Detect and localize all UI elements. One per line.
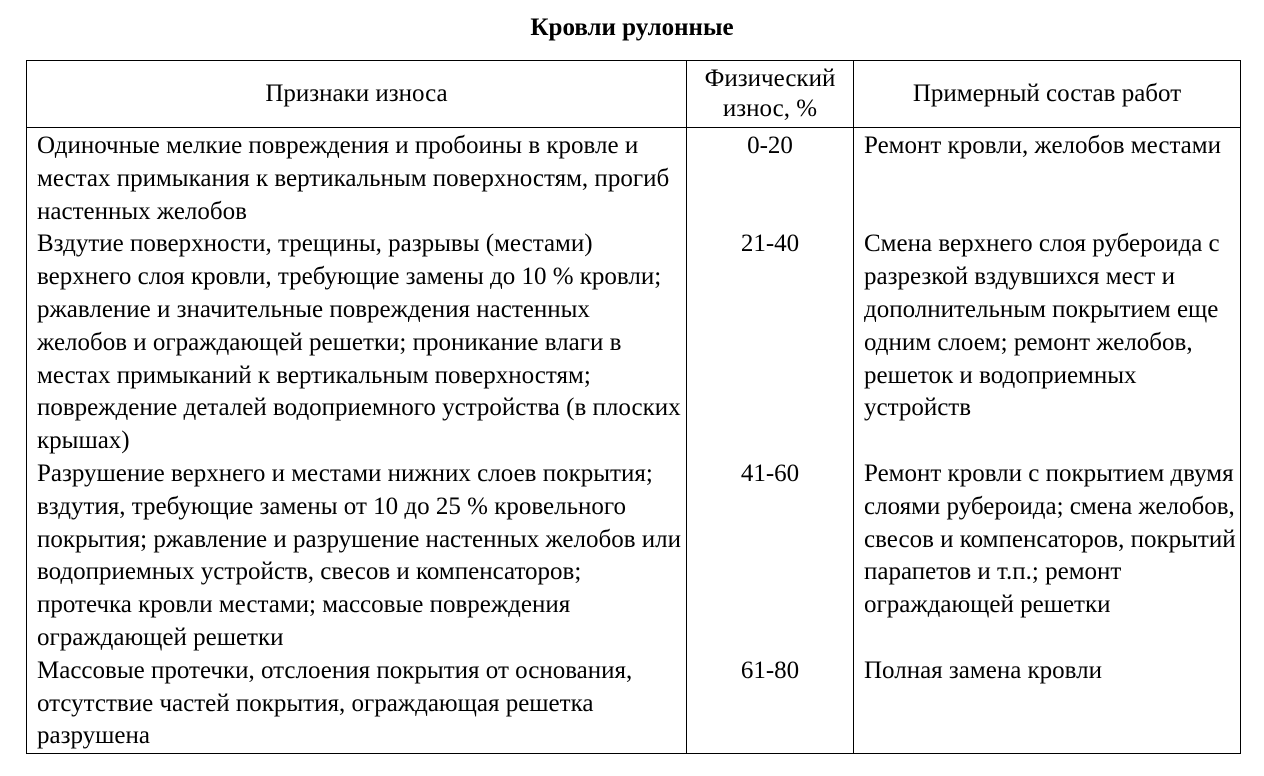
header-wear-line2: износ, % bbox=[722, 95, 818, 122]
header-signs: Признаки износа bbox=[27, 61, 687, 128]
cell-works: Полная замена кровли bbox=[854, 655, 1241, 754]
table-header bbox=[27, 61, 1241, 128]
document-title: Кровли рулонные bbox=[530, 14, 734, 41]
cell-wear: 41-60 bbox=[687, 458, 854, 655]
cell-signs: Разрушение верхнего и местами нижних слоев покрытия; вздутия, требующие замены от 10 до 25 % кровельного покрытия; ржавление и разрушение настенных желобов или водоприемных устройств, свесов и компенсаторов; протечка кровли местами; массовые повреждения ограждающей решетки bbox=[27, 458, 687, 655]
cell-wear: 61-80 bbox=[687, 655, 854, 754]
header-row bbox=[27, 61, 1241, 128]
cell-signs: Вздутие поверхности, трещины, разрывы (местами) верхнего слоя кровли, требующие замены до 10 % кровли; ржавление и значительные повреждения настенных желобов и ограждающей решетки; проникание влаги в местах примыканий к вертикальным поверхностям; повреждение деталей водоприемного устройства (в плоских крышах) bbox=[27, 228, 687, 458]
header-wear-line1: Физический bbox=[704, 65, 836, 92]
header-works: Примерный состав работ bbox=[854, 61, 1241, 128]
cell-signs: Одиночные мелкие повреждения и пробоины в кровле и местах примыкания к вертикальным поверхностям, прогиб настенных желобов bbox=[27, 128, 687, 229]
cell-wear: 0-20 bbox=[687, 128, 854, 229]
header-wear-percent bbox=[687, 61, 854, 128]
cell-works: Ремонт кровли, желобов местами bbox=[854, 128, 1241, 229]
wear-table bbox=[26, 60, 1241, 754]
cell-works: Ремонт кровли с покрытием двумя слоями рубероида; смена желобов, свесов и компенсаторов, покрытий парапетов и т.п.; ремонт ограждающей решетки bbox=[854, 458, 1241, 655]
table-row bbox=[27, 228, 1241, 458]
table-row bbox=[27, 655, 1241, 754]
cell-signs: Массовые протечки, отслоения покрытия от основания, отсутствие частей покрытия, ограждающая решетка разрушена bbox=[27, 655, 687, 754]
table-row bbox=[27, 458, 1241, 655]
cell-works: Смена верхнего слоя рубероида с разрезкой вздувшихся мест и дополнительным покрытием еще одним слоем; ремонт желобов, решеток и водоприемных устройств bbox=[854, 228, 1241, 458]
table-row bbox=[27, 128, 1241, 229]
table-body bbox=[27, 128, 1241, 754]
cell-wear: 21-40 bbox=[687, 228, 854, 458]
